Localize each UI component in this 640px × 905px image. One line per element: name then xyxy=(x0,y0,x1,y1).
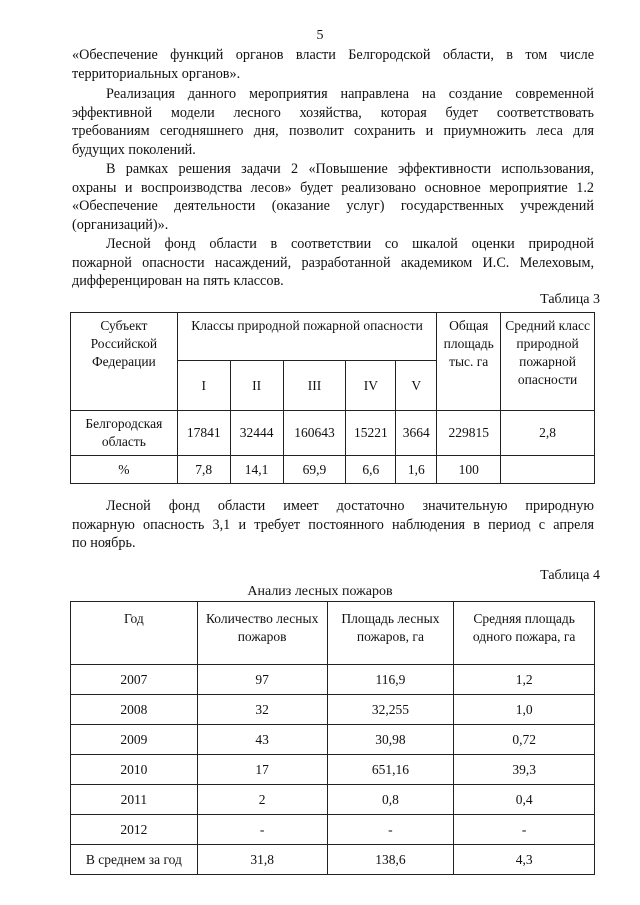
cell: 17 xyxy=(197,755,327,785)
cell xyxy=(501,456,595,484)
cell: 6,6 xyxy=(346,456,396,484)
table-row xyxy=(71,456,595,484)
cell: 2007 xyxy=(71,665,198,695)
cell: 1,6 xyxy=(396,456,437,484)
cell: 69,9 xyxy=(283,456,346,484)
text-line: В рамках решения задачи 2 «Повышение эффективности использования, xyxy=(106,161,594,177)
cell: 97 xyxy=(197,665,327,695)
cell: 160643 xyxy=(283,411,346,456)
header-total-area: Общая площадь тыс. га xyxy=(437,313,501,411)
text-line: эффективной модели лесного хозяйства, которая будет соответствовать xyxy=(72,104,594,121)
cell: 30,98 xyxy=(327,725,454,755)
table-fire-danger-classes xyxy=(70,312,595,484)
cell: 32444 xyxy=(230,411,283,456)
header-class-2: II xyxy=(230,361,283,411)
cell: 43 xyxy=(197,725,327,755)
cell: 2010 xyxy=(71,755,198,785)
cell: 229815 xyxy=(437,411,501,456)
table-row xyxy=(71,725,595,755)
cell: 32 xyxy=(197,695,327,725)
paragraph-continuation xyxy=(72,46,594,83)
cell: 0,8 xyxy=(327,785,454,815)
cell: 14,1 xyxy=(230,456,283,484)
text-line: Лесной фонд области в соответствии со шкалой оценки природной xyxy=(106,236,594,252)
text-line: по ноябрь. xyxy=(72,535,136,552)
header-fire-count: Количество лесных пожаров xyxy=(197,602,327,665)
paragraph-task-2 xyxy=(72,160,594,234)
row-label: % xyxy=(71,456,178,484)
table-row xyxy=(71,845,595,875)
cell: 3664 xyxy=(396,411,437,456)
paragraph-modernization xyxy=(72,85,594,159)
cell: 17841 xyxy=(177,411,230,456)
header-class-5: V xyxy=(396,361,437,411)
cell: 1,0 xyxy=(454,695,595,725)
table-row xyxy=(71,815,595,845)
cell: 2011 xyxy=(71,785,198,815)
text-line: территориальных органов». xyxy=(72,65,241,82)
text-line: Реализация данного мероприятия направлена на создание современной xyxy=(106,86,594,102)
cell: 31,8 xyxy=(197,845,327,875)
table4-caption: Таблица 4 xyxy=(540,568,600,583)
header-class-4: IV xyxy=(346,361,396,411)
table4-title: Анализ лесных пожаров xyxy=(247,584,393,599)
cell: В среднем за год xyxy=(71,845,198,875)
table-row xyxy=(71,785,595,815)
table-row xyxy=(71,665,595,695)
cell: 32,255 xyxy=(327,695,454,725)
text-line: Лесной фонд области имеет достаточно значительную природную xyxy=(106,498,594,514)
cell: 2012 xyxy=(71,815,198,845)
cell: 7,8 xyxy=(177,456,230,484)
cell: 100 xyxy=(437,456,501,484)
cell: 116,9 xyxy=(327,665,454,695)
text-line: будущих поколений. xyxy=(72,141,196,158)
cell: 138,6 xyxy=(327,845,454,875)
table3-caption: Таблица 3 xyxy=(540,292,600,307)
header-class-1: I xyxy=(177,361,230,411)
cell: 1,2 xyxy=(454,665,595,695)
row-label: Белгородская область xyxy=(71,411,178,456)
cell: 4,3 xyxy=(454,845,595,875)
text-line: «Обеспечение деятельности (оказание услуг) государственных учреждений xyxy=(72,198,594,215)
text-line: требованиям сегодняшнего дня, позволит сохранить и приумножить леса для xyxy=(72,123,594,140)
header-avg-fire-area: Средняя площадь одного пожара, га xyxy=(454,602,595,665)
table-forest-fires xyxy=(70,601,595,875)
table-row xyxy=(71,411,595,456)
cell: 15221 xyxy=(346,411,396,456)
cell: 2 xyxy=(197,785,327,815)
cell: - xyxy=(197,815,327,845)
text-line: пожарной опасности насаждений, разработанной академиком И.С. Мелеховым, xyxy=(72,254,594,271)
cell: 2008 xyxy=(71,695,198,725)
cell: - xyxy=(327,815,454,845)
paragraph-fire-danger xyxy=(72,497,594,553)
cell: 651,16 xyxy=(327,755,454,785)
page-number: 5 xyxy=(316,28,324,43)
header-classes: Классы природной пожарной опасности xyxy=(177,313,436,361)
header-year: Год xyxy=(71,602,198,665)
text-line: охраны и воспроизводства лесов» будет реализовано основное мероприятие 1.2 xyxy=(72,179,594,196)
cell: 0,4 xyxy=(454,785,595,815)
paragraph-forest-fund-classes xyxy=(72,235,594,291)
text-line: дифференцирован на пять классов. xyxy=(72,273,284,290)
text-line: (организаций)». xyxy=(72,216,169,233)
cell: 39,3 xyxy=(454,755,595,785)
header-fire-area: Площадь лесных пожаров, га xyxy=(327,602,454,665)
cell: 2009 xyxy=(71,725,198,755)
cell: 0,72 xyxy=(454,725,595,755)
header-subject: Субъект Российской Федерации xyxy=(71,313,178,411)
table-row xyxy=(71,695,595,725)
text-line: «Обеспечение функций органов власти Белгородской области, в том числе xyxy=(72,47,594,63)
cell: 2,8 xyxy=(501,411,595,456)
table-row xyxy=(71,755,595,785)
cell: - xyxy=(454,815,595,845)
header-average-class: Средний класс природной пожарной опасности xyxy=(501,313,595,411)
text-line: пожарную опасность 3,1 и требует постоянного наблюдения в период с апреля xyxy=(72,516,594,533)
header-class-3: III xyxy=(283,361,346,411)
